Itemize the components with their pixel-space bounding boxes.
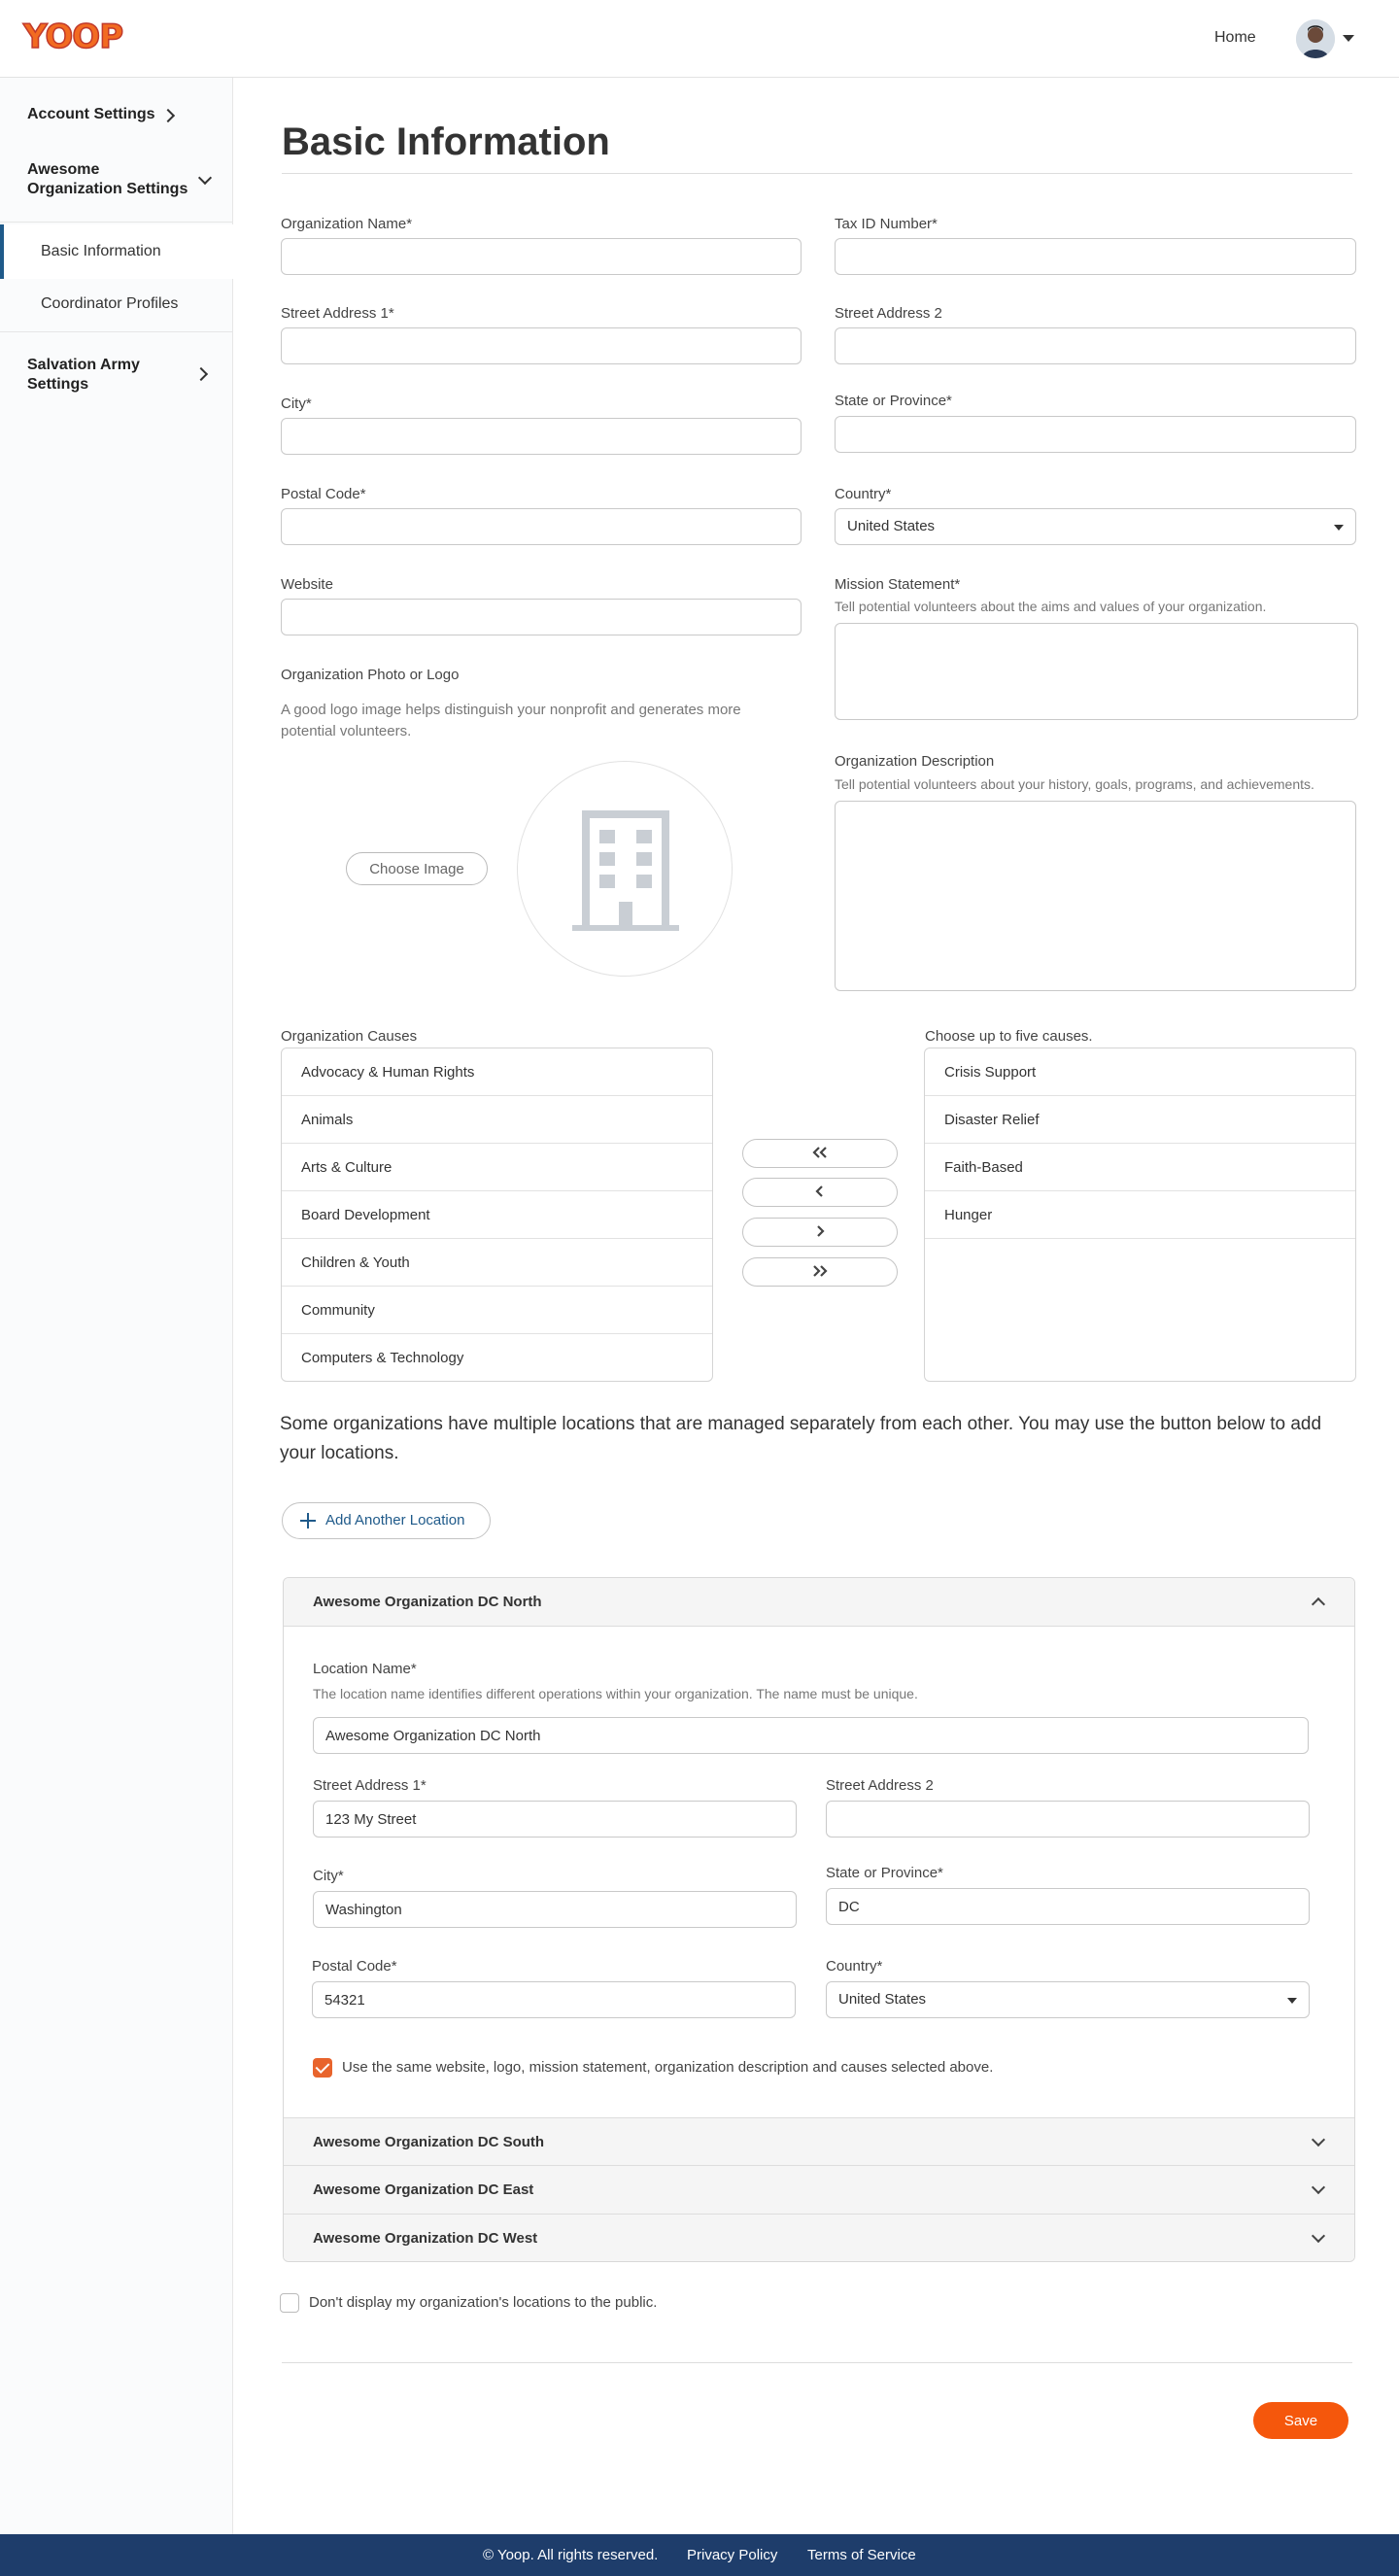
list-item[interactable]: Faith-Based	[925, 1144, 1355, 1191]
website-input[interactable]	[281, 599, 802, 635]
list-item[interactable]: Animals	[282, 1096, 712, 1144]
avatar-image	[1296, 19, 1335, 58]
description-hint: Tell potential volunteers about your history, goals, programs, and achievements.	[835, 776, 1314, 792]
dropdown-arrow-icon	[1334, 525, 1344, 531]
chevron-down-icon	[1312, 2229, 1325, 2243]
list-item[interactable]: Children & Youth	[282, 1239, 712, 1287]
logo-placeholder	[517, 761, 733, 977]
home-link[interactable]: Home	[1214, 29, 1256, 46]
move-left-button[interactable]	[742, 1178, 898, 1207]
list-item[interactable]: Disaster Relief	[925, 1096, 1355, 1144]
list-item[interactable]: Board Development	[282, 1191, 712, 1239]
country-label: Country*	[835, 486, 892, 502]
add-location-label: Add Another Location	[325, 1512, 465, 1528]
mission-label: Mission Statement*	[835, 576, 961, 593]
available-causes-list[interactable]	[281, 1048, 713, 1382]
sidebar-item-account-settings[interactable]: Account Settings	[27, 106, 155, 122]
location-name-label: Location Name*	[313, 1661, 417, 1677]
locations-accordion	[283, 1577, 1355, 2262]
loc-country-label: Country*	[826, 1958, 883, 1975]
selected-causes-list[interactable]	[924, 1048, 1356, 1382]
loc-state-label: State or Province*	[826, 1865, 943, 1881]
city-label: City*	[281, 395, 312, 412]
yoop-logo[interactable]: YOOP	[23, 17, 123, 56]
add-location-button[interactable]	[282, 1502, 491, 1539]
footer	[0, 2534, 1399, 2576]
choose-image-button[interactable]: Choose Image	[346, 852, 488, 885]
sidebar-item-salvation-army-settings[interactable]: Salvation Army Settings	[27, 357, 140, 393]
state-label: State or Province*	[835, 393, 952, 409]
same-info-checkbox[interactable]	[313, 2058, 332, 2078]
postal-label: Postal Code*	[281, 486, 366, 502]
street2-label: Street Address 2	[835, 305, 942, 322]
loc-state-input[interactable]	[826, 1888, 1310, 1925]
country-select[interactable]	[835, 508, 1356, 545]
list-item[interactable]: Advocacy & Human Rights	[282, 1048, 712, 1096]
mission-hint: Tell potential volunteers about the aims and values of your organization.	[835, 599, 1267, 614]
building-icon	[518, 762, 734, 978]
hide-locations-checkbox[interactable]	[280, 2293, 299, 2313]
list-item[interactable]: Arts & Culture	[282, 1144, 712, 1191]
loc-street1-label: Street Address 1*	[313, 1777, 427, 1794]
chevron-down-icon	[1312, 2133, 1325, 2147]
divider	[0, 331, 233, 332]
user-avatar[interactable]	[1296, 19, 1335, 58]
chevron-down-icon	[1312, 2181, 1325, 2194]
chevron-left-icon	[810, 1185, 830, 1198]
privacy-policy-link[interactable]: Privacy Policy	[687, 2547, 778, 2563]
bottom-divider	[282, 2362, 1352, 2363]
description-textarea[interactable]	[835, 801, 1356, 991]
street1-input[interactable]	[281, 327, 802, 364]
list-item[interactable]: Hunger	[925, 1191, 1355, 1239]
postal-input[interactable]	[281, 508, 802, 545]
save-button[interactable]: Save	[1253, 2402, 1348, 2439]
loc-street1-input[interactable]	[313, 1801, 797, 1838]
org-name-input[interactable]	[281, 238, 802, 275]
list-item[interactable]: Crisis Support	[925, 1048, 1355, 1096]
loc-postal-input[interactable]	[312, 1981, 796, 2018]
double-chevron-right-icon	[810, 1264, 830, 1278]
tax-id-label: Tax ID Number*	[835, 216, 938, 232]
sidebar-item-coordinator-profiles[interactable]: Coordinator Profiles	[41, 295, 179, 312]
chevron-down-icon[interactable]	[198, 171, 212, 185]
title-divider	[282, 173, 1352, 174]
mission-textarea[interactable]	[835, 623, 1358, 720]
list-item[interactable]: Computers & Technology	[301, 1350, 464, 1366]
country-select-value: United States	[847, 518, 936, 534]
loc-city-label: City*	[313, 1868, 344, 1884]
move-all-left-button[interactable]	[742, 1139, 898, 1168]
plus-icon	[300, 1513, 316, 1528]
chevron-right-icon[interactable]	[161, 109, 175, 122]
loc-country-value: United States	[838, 1991, 927, 2008]
accordion-title: Awesome Organization DC North	[313, 1594, 542, 1610]
tax-id-input[interactable]	[835, 238, 1356, 275]
terms-of-service-link[interactable]: Terms of Service	[807, 2547, 916, 2563]
hide-locations-label: Don't display my organization's locations to the public.	[309, 2294, 658, 2311]
chevron-right-icon	[810, 1224, 830, 1238]
location-name-hint: The location name identifies different operations within your organization. The name must be unique.	[313, 1686, 918, 1701]
locations-intro: Some organizations have multiple locations that are managed separately from each other. You may use the button below to add your locations.	[280, 1414, 1322, 1463]
move-all-right-button[interactable]	[742, 1257, 898, 1287]
photo-label: Organization Photo or Logo	[281, 667, 460, 683]
selected-causes-label: Choose up to five causes.	[925, 1028, 1093, 1045]
description-label: Organization Description	[835, 753, 995, 770]
sidebar-item-org-settings[interactable]: Awesome Organization Settings	[27, 161, 188, 197]
photo-hint: A good logo image helps distinguish your nonprofit and generates more potential volunteers.	[281, 702, 741, 739]
move-right-button[interactable]	[742, 1218, 898, 1247]
dropdown-arrow-icon	[1287, 1998, 1297, 2004]
list-item[interactable]: Community	[282, 1287, 712, 1334]
causes-label: Organization Causes	[281, 1028, 418, 1045]
website-label: Website	[281, 576, 333, 593]
street2-input[interactable]	[835, 327, 1356, 364]
state-input[interactable]	[835, 416, 1356, 453]
user-menu-caret-icon[interactable]	[1343, 35, 1354, 42]
street1-label: Street Address 1*	[281, 305, 394, 322]
same-info-label: Use the same website, logo, mission statement, organization description and causes selected above.	[342, 2059, 994, 2076]
double-chevron-left-icon	[810, 1146, 830, 1159]
loc-postal-label: Postal Code*	[312, 1958, 397, 1975]
accordion-header-dc-west[interactable]	[284, 2215, 1354, 2262]
accordion-header-dc-north[interactable]	[284, 1578, 1354, 1627]
loc-city-input[interactable]	[313, 1891, 797, 1928]
page-title: Basic Information	[282, 120, 610, 163]
chevron-up-icon	[1312, 1597, 1325, 1611]
accordion-header-dc-south[interactable]	[284, 2117, 1354, 2166]
sidebar-item-basic-information[interactable]: Basic Information	[0, 224, 233, 279]
divider	[0, 222, 233, 223]
accordion-header-dc-east[interactable]	[284, 2166, 1354, 2215]
loc-street2-input[interactable]	[826, 1801, 1310, 1838]
top-header	[0, 0, 1399, 78]
copyright-text: © Yoop. All rights reserved.	[483, 2547, 659, 2563]
chevron-right-icon[interactable]	[194, 367, 208, 381]
org-name-label: Organization Name*	[281, 216, 413, 232]
city-input[interactable]	[281, 418, 802, 455]
accordion-title: Awesome Organization DC West	[313, 2230, 538, 2247]
accordion-title: Awesome Organization DC East	[313, 2181, 534, 2198]
sidebar	[0, 78, 233, 2534]
location-name-input[interactable]	[313, 1717, 1309, 1754]
accordion-title: Awesome Organization DC South	[313, 2134, 545, 2150]
loc-country-select[interactable]	[826, 1981, 1310, 2018]
loc-street2-label: Street Address 2	[826, 1777, 934, 1794]
